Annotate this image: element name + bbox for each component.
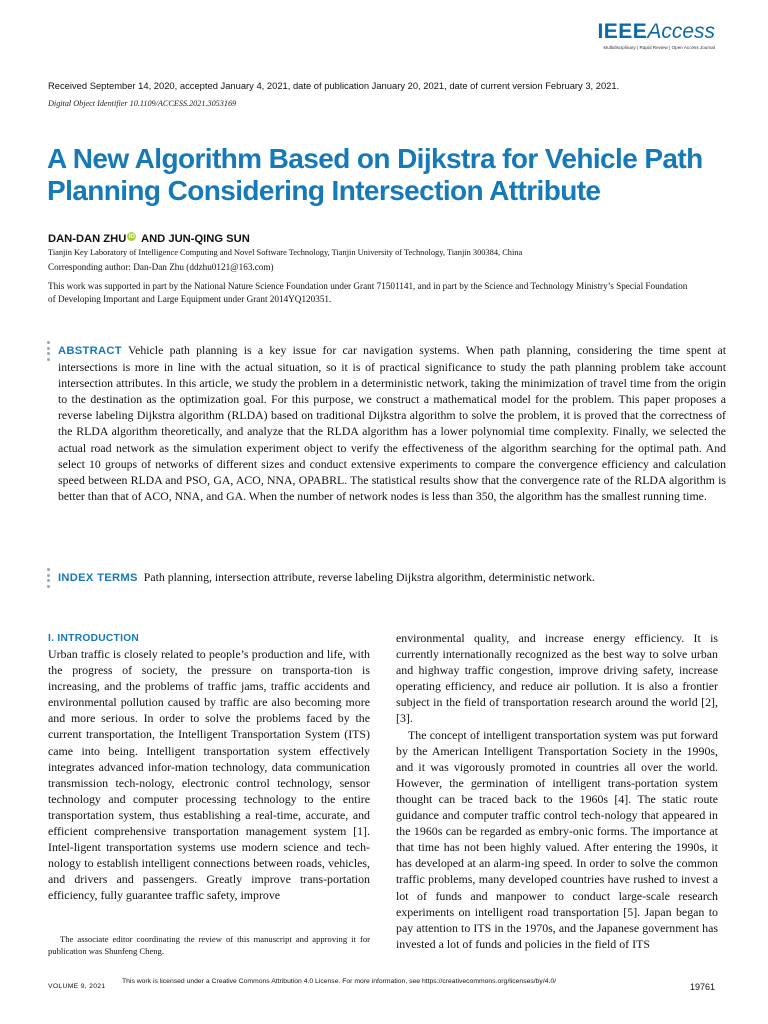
abstract bbox=[58, 342, 726, 504]
index-terms-dots-icon bbox=[47, 568, 50, 590]
author-1: DAN-DAN ZHU bbox=[48, 233, 127, 245]
logo-access: Access bbox=[647, 20, 715, 43]
orcid-icon[interactable]: iD bbox=[128, 233, 136, 240]
index-terms-text: Path planning, intersection attribute, reverse labeling Dijkstra algorithm, deterministic network. bbox=[143, 570, 595, 584]
logo-ieee: IEEE bbox=[597, 20, 648, 43]
received-dates: Received September 14, 2020, accepted January 4, 2021, date of publication January 20, 2021, date of current version February 3, 2021. bbox=[48, 80, 620, 91]
paper-title: A New Algorithm Based on Dijkstra for Vehicle Path Planning Considering Intersection Attribute bbox=[47, 143, 703, 206]
intro-paragraph-1-cont: environmental quality, and increase energy efficiency. It is currently internationally recognized as the best way to solve urban and highway traffic congestion, improve driving safety, increase operating efficiency, and reduce air pollution. It is also a frontier subject in the field of transportation research around the world [2], [3]. bbox=[396, 631, 718, 726]
intro-paragraph-1: Urban traffic is closely related to people’s production and life, with the progress of society, the pressure on transporta-tion is increasing, and the problems of traffic jams, traffic accidents and environmental pollution caused by traffic are also becoming more and more serious. In order to solve the problems faced by the current transportation, the Intelligent Transportation System (ITS) came into being. Intelligent transportation system effectively integrates advanced infor-mation technology, data communication transmission tech-nology, electronic control technology, sensor technology and computer processing technology to the entire transportation system, thus establishing a real-time, accurate, and efficient comprehensive transportation management system [1]. Intel-ligent transportation systems use modern science and tech-nology to establish intelligent connections between roads, vehicles, and drivers and passengers. Greatly improve trans-portation efficiency, fully guarantee traffic safety, improve bbox=[48, 647, 370, 903]
abstract-label: ABSTRACT bbox=[58, 345, 122, 357]
index-terms-label: INDEX TERMS bbox=[58, 572, 138, 584]
journal-logo bbox=[590, 20, 715, 50]
body-column-right bbox=[396, 630, 718, 952]
section-heading-introduction: I. INTRODUCTION bbox=[48, 633, 140, 644]
index-terms bbox=[58, 569, 726, 586]
doi: Digital Object Identifier 10.1109/ACCESS.2021.3053169 bbox=[48, 99, 237, 108]
intro-paragraph-2: The concept of intelligent transportation system was put forward by the American Intelligent Transportation Society in the 1990s, and it was vigorously promoted in countries all over the world. However, the germination of intelligent trans-portation system thought can be traced back to the 1960s [4]. The static route guidance and computer traffic control tech-nology that appeared in the 1960s can be regarded as embry-onic forms. The importance at that time has not been highly valued. After entering the 1990s, it has developed at an alarm-ing speed. In order to solve the common traffic problems, many developed countries have rushed to invest a lot of funds and manpower to conduct large-scale research experiments on intelligent road transportation [5]. Japan began to pay attention to ITS in the 1970s, and the Japanese government has invested a lot of funds and policies in the field of ITS bbox=[396, 727, 718, 951]
corresponding-author: Corresponding author: Dan-Dan Zhu (ddzhu0121@163.com) bbox=[48, 262, 274, 272]
abstract-text: Vehicle path planning is a key issue for car navigation systems. When path planning, considering the time spent at intersections is more in line with the actual situation, so it is of practical significance to study the path planning problem take account intersection attributes. In this article, we study the problem in a deterministic network, taking the minimization of travel time from the origin to the destination as the optimization goal. For this purpose, we construct a mathematical model for the problem. This paper proposes a reverse labeling Dijkstra algorithm (RLDA) based on traditional Dijkstra algorithm to solve the problem, it is proved that the correctness of the RLDA algorithm theoretically, and analyze that the RLDA algorithm has a lower polynomial time complexity. Finally, we selected the actual road network as the simulation experiment object to verify the effectiveness of the algorithm searching for the optimal path. And select 10 groups of networks of different sizes and conduct extensive experiments to compare the convergence efficiency and calculation speed between RLDA and PSO, GA, ACO, NNA, OPABRL. The statistical results show that the convergence rate of the RLDA algorithm is better than that of ACO, NNA, and GA. When the number of network nodes is less than 350, the algorithm has the smallest running time. bbox=[58, 343, 726, 503]
affiliation: Tianjin Key Laboratory of Intelligence Computing and Novel Software Technology, Tianjin University of Technology, Tianjin 300384, China bbox=[48, 248, 523, 257]
page-number: 19761 bbox=[690, 982, 716, 992]
logo-tagline: Multidisciplinary | Rapid Review | Open Access Journal bbox=[603, 45, 715, 50]
footer-license[interactable]: This work is licensed under a Creative Commons Attribution 4.0 License. For more information, see https://creativecommons.org/licenses/by/4.0/ bbox=[122, 978, 557, 985]
author-join: AND JUN-QING SUN bbox=[141, 233, 250, 245]
funding-statement: This work was supported in part by the National Nature Science Foundation under Grant 71501141, and in part by the Science and Technology Ministry’s Special Foundation of Developing Important and Large Equipment under Grant 2014YQ120351. bbox=[48, 281, 688, 304]
abstract-dots-icon bbox=[47, 341, 50, 363]
footer-volume: VOLUME 9, 2021 bbox=[48, 983, 106, 990]
authors bbox=[48, 232, 250, 245]
editor-footnote: The associate editor coordinating the review of this manuscript and approving it for publication was Shunfeng Cheng. bbox=[48, 934, 370, 956]
body-column-left bbox=[48, 646, 370, 904]
